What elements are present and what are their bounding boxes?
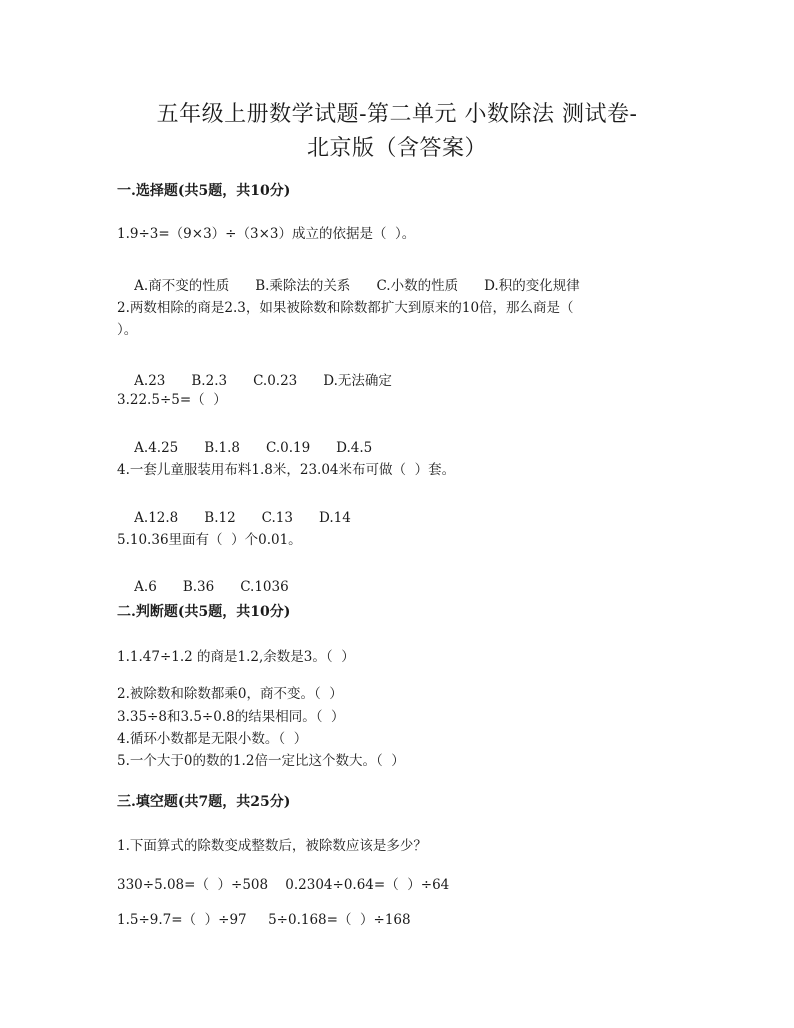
option-a: A.商不变的性质: [134, 278, 230, 294]
option-d: D.无法确定: [323, 373, 392, 389]
judgement-item-3: 3.35÷8和3.5÷0.8的结果相同。（ ）: [117, 709, 345, 725]
question-5-stem: 5.10.36里面有（ ）个0.01。: [117, 532, 302, 548]
question-4-stem: 4.一套儿童服装用布料1.8米，23.04米布可做（ ）套。: [117, 462, 456, 478]
option-c: C.0.19: [265, 440, 311, 456]
page-title-line-1: 五年级上册数学试题-第二单元 小数除法 测试卷-: [156, 102, 638, 127]
section-heading-fill: 三.填空题(共7题，共25分): [117, 794, 291, 810]
fill-question-1-stem: 1.下面算式的除数变成整数后，被除数应该是多少？: [117, 838, 427, 854]
option-a: A.6: [134, 579, 157, 595]
question-2-stem-line-2: ）。: [117, 322, 138, 338]
judgement-item-1: 1.1.47÷1.2 的商是1.2,余数是3。（ ）: [117, 649, 355, 665]
option-b: B.2.3: [191, 373, 228, 389]
fill-question-1-row-2: 1.5÷9.7=（ ）÷97 5÷0.168=（ ）÷168: [117, 912, 411, 928]
option-a: A.4.25: [134, 440, 179, 456]
section-heading-choice: 一.选择题(共5题，共10分): [117, 183, 291, 199]
option-b: B.12: [204, 510, 236, 526]
option-d: D.4.5: [336, 440, 373, 456]
question-2-stem-line-1: 2.两数相除的商是2.3，如果被除数和除数都扩大到原来的10倍，那么商是（: [117, 300, 574, 316]
option-b: B.乘除法的关系: [255, 278, 351, 294]
section-heading-judgement: 二.判断题(共5题，共10分): [117, 604, 291, 620]
question-3-stem: 3.22.5÷5=（ ）: [117, 392, 227, 408]
option-a: A.23: [134, 373, 166, 389]
option-b: B.1.8: [204, 440, 240, 456]
judgement-item-4: 4.循环小数都是无限小数。（ ）: [117, 731, 308, 747]
option-b: B.36: [182, 579, 215, 595]
option-d: D.积的变化规律: [484, 278, 580, 294]
fill-question-1-row-1: 330÷5.08=（ ）÷508 0.2304÷0.64=（ ）÷64: [117, 877, 450, 893]
judgement-item-5: 5.一个大于0的数的1.2倍一定比这个数大。（ ）: [117, 753, 405, 769]
option-c: C.小数的性质: [376, 278, 459, 294]
option-c: C.0.23: [253, 373, 298, 389]
option-c: C.13: [261, 510, 293, 526]
question-1-stem: 1.9÷3=（9×3）÷（3×3）成立的依据是（ ）。: [117, 226, 416, 242]
option-d: D.14: [319, 510, 351, 526]
option-a: A.12.8: [134, 510, 179, 526]
judgement-item-2: 2.被除数和除数都乘0，商不变。（ ）: [117, 686, 343, 702]
page-title-line-2: 北京版（含答案）: [306, 136, 487, 161]
option-c: C.1036: [240, 579, 289, 595]
